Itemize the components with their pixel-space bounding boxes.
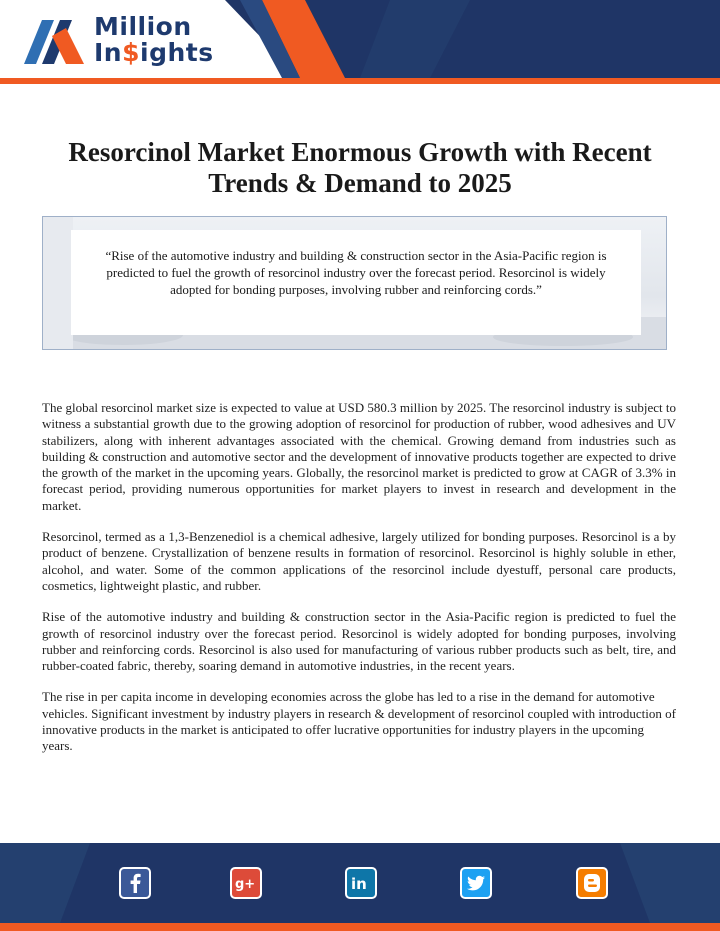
linkedin-button[interactable] — [345, 867, 377, 899]
logo-mark-icon — [22, 16, 86, 66]
google-plus-button[interactable] — [230, 867, 262, 899]
logo-text — [94, 14, 214, 66]
logo-text-line1: Million — [94, 12, 192, 41]
blogger-button[interactable] — [576, 867, 608, 899]
paragraph: Rise of the automotive industry and building & construction sector in the Asia-Pacific region is predicted to fuel the growth of resorcinol industry over the forecast period. Resorcinol is widely adopted for bonding purposes, involving rubber and reinforcing cords. Resorcinol is also used for manufacturing of various rubber products such as belt, tire, and rubber-coated fabric, thereby, soaring demand in automotive industries, in the recent years. — [42, 609, 676, 674]
article-body — [42, 400, 676, 770]
google-plus-icon — [232, 869, 260, 897]
paragraph: Resorcinol, termed as a 1,3-Benzenediol is a chemical adhesive, largely utilized for bonding purposes. Resorcinol is a by product of benzene. Crystallization of benzene results in formation of resorcinol. Resorcinol is highly soluble in ether, alcohol, and water. Some of the common applications of the resorcinol include dyestuff, personal care products, cosmetics, lightweight plastic, and rubber. — [42, 529, 676, 593]
quote-box — [42, 216, 667, 350]
svg-text:in: in — [351, 875, 367, 893]
svg-text:g+: g+ — [235, 877, 256, 892]
twitter-button[interactable] — [460, 867, 492, 899]
linkedin-icon — [347, 869, 375, 897]
page-header — [0, 0, 720, 84]
page-footer — [0, 843, 720, 931]
logo-text-line2: In$ights — [94, 38, 214, 67]
facebook-button[interactable] — [119, 867, 151, 899]
page-title: Resorcinol Market Enormous Growth with Recent Trends & Demand to 2025 — [68, 137, 652, 198]
blogger-icon — [578, 869, 606, 897]
quote-text: “Rise of the automotive industry and building & construction sector in the Asia-Pacific region is predicted to fuel the growth of resorcinol industry over the forecast period. Resorcinol is widely adopted for bonding purposes, involving rubber and reinforcing cords.” — [71, 230, 641, 335]
paragraph: The rise in per capita income in developing economies across the globe has led to a rise in the demand for automotive vehicles. Significant investment by industry players in research & development of resorcinol coupled with introduction of innovative products in the market is anticipated to offer lucrative opportunities for industry players in the upcoming years. — [42, 689, 676, 754]
paragraph: The global resorcinol market size is expected to value at USD 580.3 million by 2025. The resorcinol industry is subject to witness a substantial growth due to the growing adoption of resorcinol for production of rubber, wood adhesives and UV stabilizers, along with inherent advantages associated with the chemical. Growing demand from industries such as building & construction and automotive sector and the development of innovative products together are expected to drive the growth of the market in the upcoming years. Globally, the resorcinol market is predicted to grow at CAGR of 3.3% in forecast period, providing numerous opportunities for market players to invest in research and development in the market. — [42, 400, 676, 513]
facebook-icon — [121, 869, 149, 897]
twitter-icon — [462, 869, 490, 897]
million-insights-logo[interactable] — [22, 14, 212, 70]
